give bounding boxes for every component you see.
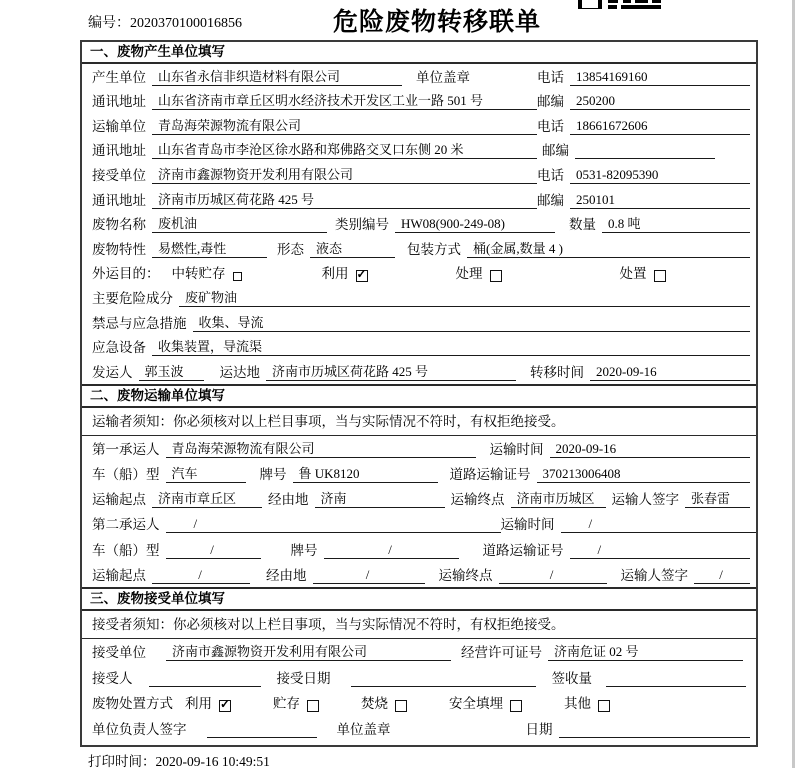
receiver-phone-value: 0531-82095390 (570, 166, 750, 184)
accept-date-value (351, 669, 536, 687)
destination-value: 济南市历城区荷花路 425 号 (266, 363, 516, 381)
row-receiver-address (82, 187, 756, 212)
carrier1-value: 青岛海荣源物流有限公司 (166, 440, 476, 458)
route1-start-value: 济南市章丘区 (152, 490, 262, 508)
carrier1-time-value: 2020-09-16 (550, 440, 751, 458)
waste-category-label: 类别编号 (335, 217, 389, 233)
waste-property-value: 易燃性,毒性 (152, 240, 267, 258)
route1-start-label: 运输起点 (92, 492, 146, 508)
transporter-value: 青岛海荣源物流有限公司 (152, 117, 537, 135)
route1-end-label: 运输终点 (450, 492, 505, 508)
producer-zip-label: 邮编 (537, 94, 564, 110)
waste-name-value: 废机油 (152, 215, 327, 233)
hazard-value: 废矿物油 (179, 289, 750, 307)
row-route1 (82, 486, 756, 511)
transfer-time-label: 转移时间 (530, 364, 584, 380)
row-vehicle2 (82, 536, 756, 561)
producer-value: 山东省永信非织造材料有限公司 (152, 68, 402, 86)
route2-end-label: 运输终点 (438, 567, 493, 583)
disposal-option-store: 贮存 (273, 695, 319, 712)
section3-header: 三、废物接受单位填写 (82, 587, 756, 611)
row-disposal (82, 690, 756, 716)
disposal-option-incinerate: 焚烧 (361, 695, 407, 712)
accept-date-label: 接受日期 (276, 670, 331, 686)
row-waste-property (82, 236, 756, 261)
row-hazard (82, 285, 756, 310)
qr-square-icon (578, 0, 602, 9)
purpose-option-storage: 中转贮存 (172, 265, 242, 282)
disposal-option-other: 其他 (564, 695, 610, 712)
purpose-option-utilize: 利用 ✓ (322, 265, 368, 282)
receiver-zip-value: 250101 (570, 191, 750, 209)
row-equipment (82, 335, 756, 360)
disposal-other-checkbox-icon (598, 700, 610, 712)
qr-code-fragment-icon (578, 0, 664, 9)
carrier2-time-label: 运输时间 (500, 517, 555, 533)
doc-number-label: 编号： (88, 16, 130, 31)
responsible-sign-value (207, 720, 317, 738)
equipment-label: 应急设备 (92, 340, 146, 356)
unit-seal-label: 单位盖章 (336, 721, 391, 737)
waste-property-label: 废物特性 (92, 241, 146, 257)
producer-zip-value: 250200 (570, 92, 750, 110)
vehicle2-type-label: 车（船）型 (92, 542, 160, 558)
accept-unit-label: 接受单位 (92, 645, 146, 661)
vehicle1-type-label: 车（船）型 (92, 467, 160, 483)
route2-end-value: / (499, 566, 607, 584)
waste-form-label: 形态 (277, 241, 304, 257)
print-time-value: 2020-09-16 10:49:51 (155, 754, 270, 768)
vehicle2-cert-label: 道路运输证号 (482, 542, 564, 558)
vehicle2-cert-value: / (570, 541, 751, 559)
disposal-label: 废物处置方式 (92, 696, 173, 712)
route1-via-label: 经由地 (268, 492, 309, 508)
transporter-address-label: 通讯地址 (92, 143, 146, 159)
vehicle1-plate-value: 鲁 UK8120 (293, 465, 438, 483)
dispatcher-label: 发运人 (92, 364, 133, 380)
transfer-time-value: 2020-09-16 (590, 363, 750, 381)
section3-notice: 接受者须知：你必须核对以上栏目事项，当与实际情况不符时，有权拒绝接受。 (82, 611, 756, 639)
row-carrier2 (82, 511, 756, 536)
carrier2-value: / (166, 515, 501, 533)
route2-sign-label: 运输人签字 (620, 567, 688, 583)
row-transporter-address (82, 138, 756, 163)
disposal-option-utilize: 利用 ✓ (185, 695, 231, 712)
license-label: 经营许可证号 (461, 645, 542, 661)
license-value: 济南危证 02 号 (548, 643, 743, 661)
producer-phone-label: 电话 (537, 69, 564, 85)
transporter-phone-label: 电话 (537, 118, 564, 134)
treat-checkbox-icon (490, 270, 502, 282)
row-accept-unit (82, 639, 756, 665)
sign-date-value (559, 720, 751, 738)
carrier2-label: 第二承运人 (92, 517, 160, 533)
doc-number-value: 2020370100016856 (130, 16, 242, 31)
packing-value: 桶(金属,数量 4 ) (467, 240, 750, 258)
section1-header: 一、废物产生单位填写 (82, 42, 756, 64)
transporter-zip-value (575, 141, 715, 159)
purpose-option-dispose: 处置 (620, 265, 666, 282)
route2-start-label: 运输起点 (92, 567, 146, 583)
dispose-checkbox-icon (654, 270, 666, 282)
row-carrier1 (82, 436, 756, 461)
transporter-phone-value: 18661672606 (570, 117, 750, 135)
doc-number (88, 12, 242, 32)
row-producer (82, 64, 756, 89)
page-edge-strip (792, 0, 795, 768)
storage-checkbox-icon (233, 272, 242, 281)
carrier2-time-value: / (561, 515, 756, 533)
measures-label: 禁忌与应急措施 (92, 315, 187, 331)
transporter-zip-label: 邮编 (542, 143, 569, 159)
vehicle1-cert-label: 道路运输证号 (449, 467, 531, 483)
waste-qty-value: 0.8 吨 (602, 215, 750, 233)
row-receiver (82, 162, 756, 187)
receiver-address-label: 通讯地址 (92, 192, 146, 208)
acceptor-label: 接受人 (92, 670, 133, 686)
route2-via-label: 经由地 (266, 567, 307, 583)
producer-label: 产生单位 (92, 69, 146, 85)
dispatcher-value: 郭玉波 (139, 363, 204, 381)
row-acceptor (82, 664, 756, 690)
row-purpose (82, 261, 756, 286)
accept-unit-value: 济南市鑫源物资开发利用有限公司 (166, 643, 451, 661)
disposal-store-checkbox-icon (307, 700, 319, 712)
transporter-address-value: 山东省青岛市李沧区徐水路和郑佛路交叉口东侧 20 米 (152, 141, 537, 159)
hazard-label: 主要危险成分 (92, 290, 173, 306)
row-vehicle1 (82, 461, 756, 486)
purpose-label: 外运目的： (92, 266, 160, 282)
seal-label: 单位盖章 (416, 69, 470, 85)
transporter-label: 运输单位 (92, 118, 146, 134)
vehicle1-cert-value: 370213006408 (537, 465, 751, 483)
utilize-checkbox-icon (356, 270, 368, 282)
producer-phone-value: 13854169160 (570, 68, 750, 86)
vehicle2-plate-label: 牌号 (290, 542, 318, 558)
row-producer-address (82, 89, 756, 114)
row-route2 (82, 562, 756, 587)
receiver-value: 济南市鑫源物资开发利用有限公司 (152, 166, 537, 184)
purpose-option-treat: 处理 (456, 265, 502, 282)
receiver-zip-label: 邮编 (537, 192, 564, 208)
section2-notice: 运输者须知：你必须核对以上栏目事项，当与实际情况不符时，有权拒绝接受。 (82, 408, 756, 436)
disposal-incinerate-checkbox-icon (395, 700, 407, 712)
equipment-value: 收集装置，导流渠 (152, 338, 750, 356)
receiver-label: 接受单位 (92, 167, 146, 183)
disposal-option-landfill: 安全填埋 (449, 695, 522, 712)
route1-sign-label: 运输人签字 (611, 492, 679, 508)
destination-label: 运达地 (219, 364, 260, 380)
carrier1-label: 第一承运人 (92, 441, 160, 457)
route2-sign-value: / (694, 566, 750, 584)
carrier1-time-label: 运输时间 (489, 441, 544, 457)
producer-address-value: 山东省济南市章丘区明水经济技术开发区工业一路 501 号 (152, 92, 537, 110)
measures-value: 收集、导流 (193, 314, 751, 332)
receiver-address-value: 济南市历城区荷花路 425 号 (152, 191, 537, 209)
row-responsible-sign (82, 715, 756, 741)
row-transporter (82, 113, 756, 138)
disposal-utilize-checkbox-icon (219, 700, 231, 712)
route1-via-value: 济南 (315, 490, 445, 508)
route1-sign-value: 张春雷 (685, 490, 750, 508)
waste-qty-label: 数量 (569, 217, 596, 233)
vehicle1-type-value: 汽车 (166, 465, 246, 483)
packing-label: 包装方式 (407, 241, 461, 257)
receipt-qty-label: 签收量 (551, 670, 592, 686)
page-title: 危险废物转移联单 (333, 9, 542, 36)
acceptor-value (149, 669, 261, 687)
waste-category-value: HW08(900-249-08) (395, 215, 555, 233)
producer-address-label: 通讯地址 (92, 94, 146, 110)
section2-header: 二、废物运输单位填写 (82, 384, 756, 408)
print-time-label: 打印时间： (88, 754, 156, 768)
vehicle1-plate-label: 牌号 (259, 467, 287, 483)
waste-name-label: 废物名称 (92, 217, 146, 233)
print-time (88, 750, 270, 768)
route2-via-value: / (313, 566, 425, 584)
waste-form-value: 液态 (310, 240, 395, 258)
vehicle2-plate-value: / (324, 541, 459, 559)
disposal-landfill-checkbox-icon (510, 700, 522, 712)
row-dispatch (82, 359, 756, 384)
route1-end-value: 济南市历城区 (511, 490, 606, 508)
sign-date-label: 日期 (525, 721, 553, 737)
receipt-qty-value (606, 669, 746, 687)
row-waste-name (82, 212, 756, 237)
receiver-phone-label: 电话 (537, 167, 564, 183)
vehicle2-type-value: / (166, 541, 261, 559)
responsible-sign-label: 单位负责人签字 (92, 721, 187, 737)
row-measures (82, 310, 756, 335)
manifest-form (80, 40, 758, 747)
route2-start-value: / (152, 566, 250, 584)
